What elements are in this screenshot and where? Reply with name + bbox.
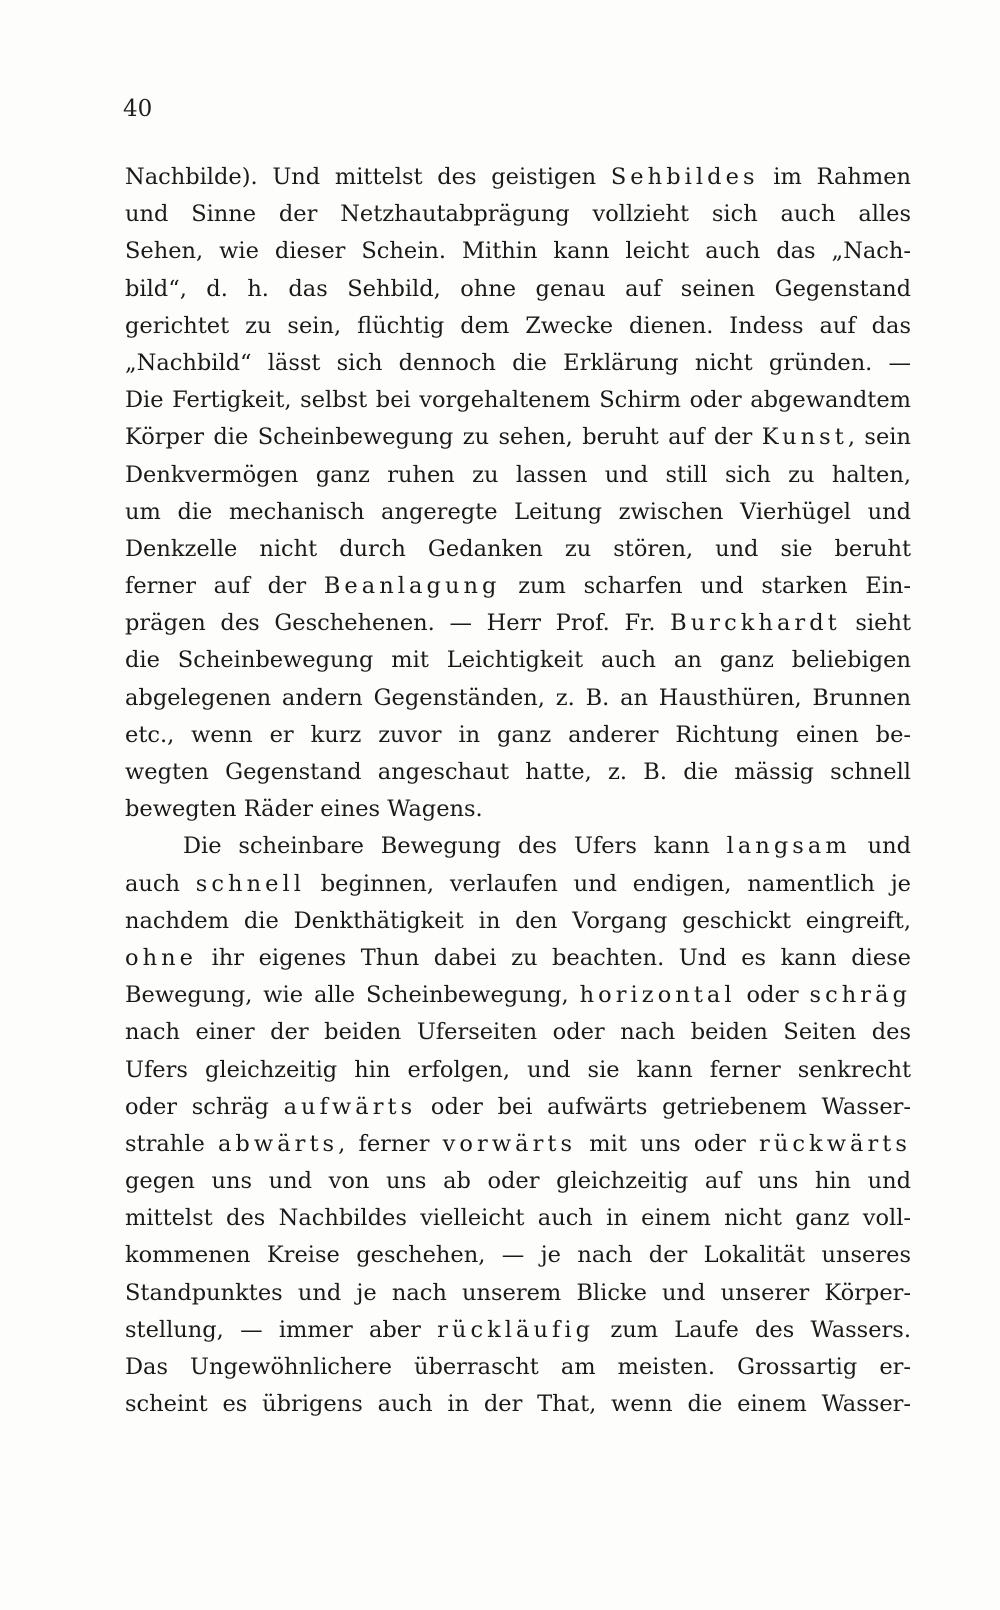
text-segment: Standpunktes und je nach unserem Blicke und unserer Körper- [125,1279,911,1306]
text-line [125,1312,911,1349]
spaced-emphasis: rückläufig [437,1316,595,1343]
spaced-emphasis: ohne [125,944,198,971]
text-line [125,419,911,456]
spaced-emphasis: langsam [726,833,851,860]
text-segment: etc., wenn er kurz zuvor in ganz anderer Richtung einen be- [125,721,911,748]
text-line [125,382,911,419]
text-line [125,754,911,791]
text-segment: oder bei aufwärts getriebenem Wasser- [416,1093,911,1120]
spaced-emphasis: schräg [809,982,911,1009]
text-segment: Nachbilde). Und mittelst des geistigen [125,164,611,190]
text-line [125,1275,911,1312]
text-segment: beginnen, verlaufen und endigen, namentlich je [304,870,911,897]
text-line [125,271,911,308]
text-segment: mittelst des Nachbildes vielleicht auch in einem nicht ganz voll- [125,1205,911,1232]
text-segment: die Scheinbewegung mit Leichtigkeit auch an ganz beliebigen [125,647,911,674]
text-segment: Die Fertigkeit, selbst bei vorgehaltenem Schirm oder abgewandtem [125,387,911,414]
text-segment: ferner auf der [125,573,324,600]
text-segment: im Rahmen [758,164,911,190]
text-segment: Körper die Scheinbewegung zu sehen, beruht auf der [125,424,762,451]
text-segment: wegten Gegenstand angeschaut hatte, z. B. die mässig schnell [125,759,911,785]
text-line [125,1237,911,1274]
text-line [125,345,911,382]
text-segment: nach einer der beiden Uferseiten oder nach beiden Seiten des [125,1019,911,1046]
text-line [125,977,911,1014]
text-line [125,866,911,903]
text-line [125,940,911,977]
text-segment: zum scharfen und starken Ein- [500,573,911,600]
spaced-emphasis: horizontal [579,982,736,1009]
text-segment: scheint es übrigens auch in der That, wenn die einem Wasser- [125,1391,911,1418]
text-segment: , ferner [338,1130,443,1157]
text-line [125,1089,911,1126]
text-segment: gegen uns und von uns ab oder gleichzeitig auf uns hin und [125,1168,911,1195]
text-segment: bild“, d. h. das Sehbild, ohne genau auf seinen Gegenstand [125,275,911,302]
text-line [125,1014,911,1051]
text-line [125,196,911,233]
text-line [125,233,911,270]
text-line [125,494,911,531]
text-segment: und [850,833,911,860]
text-segment: auch [125,870,196,897]
text-line [125,1126,911,1163]
text-segment: prägen des Geschehenen. — Herr Prof. Fr. [125,610,671,637]
text-segment: , sein [847,424,911,451]
text-line [125,1163,911,1200]
page-number: 40 [123,96,153,122]
text-line [125,1052,911,1089]
text-line [125,159,911,196]
spaced-emphasis: abwärts [217,1130,339,1157]
text-segment: Denkzelle nicht durch Gedanken zu stören, und sie beruht [125,535,911,562]
text-line [125,1349,911,1386]
text-line [125,828,911,865]
text-segment: ihr eigenes Thun dabei zu beachten. Und es kann diese [197,944,911,971]
spaced-emphasis: Kunst [761,424,848,451]
text-segment: oder [735,982,810,1009]
text-segment: Bewegung, wie alle Scheinbewegung, [125,982,580,1009]
text-line [125,1200,911,1237]
text-segment: um die mechanisch angeregte Leitung zwischen Vierhügel und [125,498,911,525]
text-segment: mit uns oder [576,1130,760,1157]
spaced-emphasis: rückwärts [759,1130,911,1157]
text-line [125,1386,911,1423]
text-line [125,791,911,828]
spaced-emphasis: Beanlagung [323,573,501,600]
spaced-emphasis: schnell [195,870,305,897]
text-segment: Ufers gleichzeitig hin erfolgen, und sie kann ferner senkrecht [125,1056,911,1083]
text-segment: Die scheinbare Bewegung des Ufers kann [183,833,727,860]
text-line [125,531,911,568]
text-segment: stellung, — immer aber [125,1316,438,1343]
text-line [125,680,911,717]
text-segment: sieht [840,610,911,637]
text-line [125,308,911,345]
text-segment: gerichtet zu sein, flüchtig dem Zwecke dienen. Indess auf das [125,312,911,339]
text-segment: abgelegenen andern Gegenständen, z. B. an Hausthüren, Brunnen [125,684,911,711]
text-segment: „Nachbild“ lässt sich dennoch die Erklärung nicht gründen. — [125,349,911,376]
text-segment: kommenen Kreise geschehen, — je nach der Lokalität unseres [125,1242,911,1269]
spaced-emphasis: Burckhardt [670,610,841,637]
text-segment: Das Ungewöhnlichere überrascht am meisten. Grossartig er- [125,1354,911,1380]
text-segment: und Sinne der Netzhautabprägung vollzieht sich auch alles [125,201,911,228]
text-line [125,568,911,605]
text-segment: Sehen, wie dieser Schein. Mithin kann leicht auch das „Nach- [125,238,911,265]
text-line [125,457,911,494]
text-segment: Denkvermögen ganz ruhen zu lassen und still sich zu halten, [125,461,911,488]
spaced-emphasis: aufwärts [283,1093,417,1120]
text-line [125,605,911,642]
text-line [125,903,911,940]
text-segment: zum Laufe des Wassers. [594,1316,911,1343]
text-segment: strahle [125,1130,218,1157]
body-text [125,159,911,1423]
text-line [125,717,911,754]
spaced-emphasis: vorwärts [442,1130,577,1157]
text-line [125,642,911,679]
text-segment: oder schräg [125,1093,284,1120]
text-segment: nachdem die Denkthätigkeit in den Vorgang geschickt eingreift, [125,907,911,934]
text-segment: bewegten Räder eines Wagens. [125,796,483,823]
spaced-emphasis: Sehbildes [610,164,759,190]
